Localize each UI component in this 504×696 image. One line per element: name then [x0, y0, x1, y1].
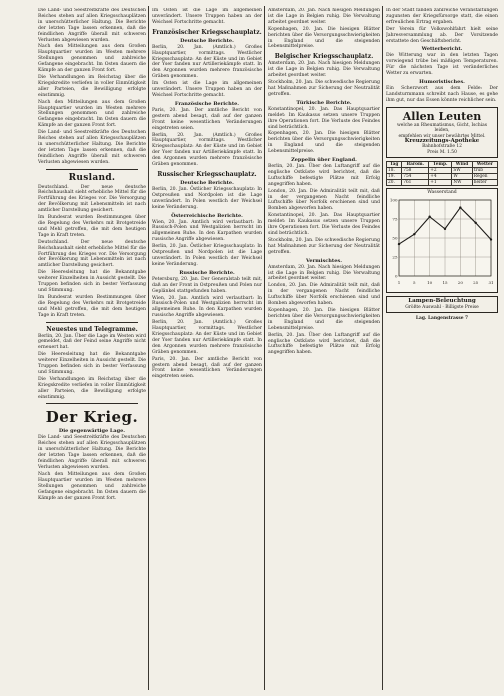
table-cell: 754 — [402, 174, 429, 180]
advertisement-address: Bahnhofstraße 12 — [422, 144, 462, 150]
advertisement-title: Lampen-Beleuchtung — [408, 298, 476, 305]
article-paragraph: Berlin, 20. Jan. (Amtlich.) Großes Hauptquartier, vormittags. Westlicher Kriegsschauplatz: An der Küste und im Gebiet der Yser fanden nur Artilleriekämpfe statt. In den Argonnen wurden mehrere französische Gräben genommen. — [152, 132, 262, 168]
article-paragraph: Wien, 20. Jan. Amtlich wird verlautbart: In Russisch-Polen und Westgalizien herrscht im allgemeinen Ruhe. In den Karpathen wurden russische Angriffe abgewiesen. — [152, 295, 262, 319]
subheading: Wetterbericht. — [421, 46, 463, 53]
article-paragraph: Berlin, 20. Jan. Über den Luftangriff auf die englische Ostküste wird berichtet, daß die Luftschiffe befestigte Plätze mit Erfolg angegriffen haben. — [268, 332, 380, 356]
article-paragraph: Nach den Mitteilungen aus dem Großen Hauptquartier wurden im Westen mehrere Stellungen genommen und zahlreiche Gefangene eingebracht. Im Osten dauern die Kämpfe an der ganzen Front fort. — [38, 99, 146, 129]
table-header: Temp. — [429, 162, 452, 168]
advertisement-title: Allen Leuten — [402, 109, 482, 123]
x-tick-label: 1 — [397, 280, 401, 286]
section-heading-franz-kriegsschauplatz: Französischer Kriegsschauplatz. — [152, 28, 262, 36]
section-separator — [46, 322, 138, 323]
column-3 — [268, 8, 380, 688]
chart-title: Wasserstand — [427, 190, 457, 196]
section-heading-der-krieg: Der Krieg. — [45, 408, 139, 427]
y-tick-label: 50 — [392, 235, 398, 241]
data-point — [459, 207, 461, 209]
article-paragraph: Im Bundesrat wurden Bestimmungen über die Regelung des Verkehrs mit Brotgetreide und Mehl getroffen, die mit dem heutigen Tage in Kraft treten. — [38, 294, 146, 318]
table-cell: Regen — [472, 174, 497, 180]
advertisement-box — [386, 107, 498, 158]
data-point — [398, 243, 400, 245]
x-tick-label: 5 — [413, 280, 416, 286]
article-paragraph: Wien, 20. Jan. Amtlich wird verlautbart: In Russisch-Polen und Westgalizien herrscht im allgemeinen Ruhe. In den Karpathen wurden russische Angriffe abgewiesen. — [152, 219, 262, 243]
section-separator — [46, 403, 138, 404]
data-point — [428, 216, 430, 218]
section-heading-neuestes: Neuestes und Telegramme. — [46, 325, 138, 333]
article-paragraph: Die Witterung war in den letzten Tagen vorwiegend trübe bei mäßigen Temperaturen. Für die nächsten Tage ist veränderliches Wetter zu erwarten. — [386, 53, 498, 77]
column-rule — [148, 6, 149, 690]
article-paragraph: Stockholm, 20. Jan. Die schwedische Regierung hat Maßnahmen zur Sicherung der Neutralität getroffen. — [268, 237, 380, 255]
article-paragraph: Kopenhagen, 20. Jan. Die hiesigen Blätter berichten über die Versorgungsschwierigkeiten in England und die steigenden Lebensmittelpreise. — [268, 307, 380, 331]
advertisement-line: empfehlen wir unser bewährtes Mittel. — [398, 133, 486, 139]
table-header: Tag — [387, 162, 402, 168]
table-cell: trüb — [472, 168, 497, 174]
column-4 — [386, 8, 498, 688]
y-tick-label: 75 — [392, 216, 398, 222]
article-paragraph: Berlin, 20. Jan. Östlicher Kriegsschauplatz: In Ostpreußen und Nordpolen ist die Lage unverändert. In Polen westlich der Weichsel keine Veränderung. — [152, 186, 262, 210]
article-paragraph: Kopenhagen, 20. Jan. Die hiesigen Blätter berichten über die Versorgungsschwierigkeiten in England und die steigenden Lebensmittelpreise. — [268, 131, 380, 155]
subheading: Deutsche Berichte. — [180, 37, 234, 44]
article-paragraph: Petersburg, 20. Jan. Der Generalstab teilt mit, daß an der Front in Ostpreußen und Polen nur Geplänkel stattgefunden haben. — [152, 276, 262, 294]
table-cell: 761 — [402, 180, 429, 186]
article-paragraph: Paris, 20. Jan. Der amtliche Bericht von gestern abend besagt, daß auf der ganzen Front keine wesentlichen Veränderungen eingetreten seien. — [152, 107, 262, 131]
x-tick-label: 15 — [442, 280, 448, 286]
article-paragraph: Stockholm, 20. Jan. Die schwedische Regierung hat Maßnahmen zur Sicherung der Neutralität getroffen. — [268, 80, 380, 97]
table-cell: heiter — [472, 180, 497, 186]
article-paragraph: Die Land- und Seestreitkräfte des Deutschen Reiches stehen auf allen Kriegsschauplätzen in unerschütterlicher Haltung. Die Berichte der letzten Tage lassen erkennen, daß die feindlichen Angriffe überall mit schweren Verlusten abgewiesen wurden. — [38, 130, 146, 165]
article-paragraph: Die Heeresleitung hat die Bekanntgabe weiterer Einzelheiten in Aussicht gestellt. Die Truppen befinden sich in bester Verfassung und Stimmung. — [38, 270, 146, 293]
article-paragraph: Berlin, 20. Jan. Über den Luftangriff auf die englische Ostküste wird berichtet, daß die Luftschiffe befestigte Plätze mit Erfolg angegriffen haben. — [268, 164, 380, 187]
article-paragraph: Deutschland. Der neue deutsche Reichshaushalt sieht erhebliche Mittel für die Fortführung des Krieges vor. Die Versorgung der Bevölkerung mit Lebensmitteln ist nach amtlicher Darstellung gesichert. — [38, 184, 146, 214]
article-paragraph: Konstantinopel, 20. Jan. Das Hauptquartier meldet: Im Kaukasus setzen unsere Truppen ihre Operationen fort. Die Verluste des Feindes sind beträchtlich. — [268, 213, 380, 236]
table-cell: +4 — [429, 174, 452, 180]
subheading: Vermischtes. — [306, 257, 342, 264]
subheading: Französische Berichte. — [174, 100, 240, 107]
table-cell: 19. — [387, 174, 402, 180]
article-paragraph: Die Verhandlungen im Reichstag über die Kriegskredite verliefen in voller Einmütigkeit aller Parteien, die Bewilligung erfolgte einstimmig. — [38, 74, 146, 98]
article-paragraph: Amsterdam, 20. Jan. Nach hiesigen Meldungen ist die Lage in Belgien ruhig. Die Verwaltung arbeitet geordnet weiter. — [268, 8, 380, 25]
column-2 — [152, 8, 262, 688]
table-cell: 758 — [402, 168, 429, 174]
subheading: Russische Berichte. — [179, 269, 235, 276]
table-cell: +2 — [429, 168, 452, 174]
article-paragraph: In der Stadt fanden zahlreiche Veranstaltungen zugunsten der Kriegsfürsorge statt, die einen erfreulichen Ertrag ergaben. — [386, 8, 498, 25]
section-heading-russland: Rusland. — [68, 172, 116, 183]
article-paragraph: Der Verein für Volkswohlfahrt hielt seine Jahresversammlung ab. Der Vorsitzende erstattete den Geschäftsbericht. — [386, 26, 498, 44]
article-paragraph: Paris, 20. Jan. Der amtliche Bericht von gestern abend besagt, daß auf der ganzen Front keine wesentlichen Veränderungen eingetreten seien. — [152, 356, 262, 380]
article-paragraph: Berlin, 20. Jan. Östlicher Kriegsschauplatz: In Ostpreußen und Nordpolen ist die Lage unverändert. In Polen westlich der Weichsel keine Veränderung. — [152, 244, 262, 267]
article-paragraph: Die Verhandlungen im Reichstag über die Kriegskredite verliefen in voller Einmütigkeit aller Parteien, die Bewilligung erfolgte einstimmig. — [38, 376, 146, 400]
subheading: Die gegenwärtige Lage. — [58, 428, 126, 435]
section-heading-belg-kriegsschauplatz: Belgischer Kriegsschauplatz. — [274, 53, 374, 61]
article-paragraph: Ein Scherzwort aus dem Felde: Der Landsturmmann schreibt nach Hause, es gehe ihm gut, nur das Essen könnte reichlicher sein. — [386, 86, 498, 103]
article-paragraph: London, 20. Jan. Die Admiralität teilt mit, daß in der vergangenen Nacht feindliche Luftschiffe über Norfolk erschienen sind und Bomben abgeworfen haben. — [268, 283, 380, 307]
table-header: Wind — [452, 162, 472, 168]
subheading: Österreichische Berichte. — [171, 212, 243, 219]
article-paragraph: Im Osten ist die Lage im allgemeinen unverändert. Unsere Truppen haben an der Weichsel Fortschritte gemacht. — [152, 81, 262, 98]
advertisement-firm: Kreuzzeitungs-Apotheke — [404, 138, 480, 144]
x-tick-label: 10 — [427, 280, 433, 286]
table-cell: +1 — [429, 180, 452, 186]
y-tick-label: 100 — [389, 197, 398, 203]
section-separator — [46, 169, 138, 170]
table-cell: SW — [452, 168, 472, 174]
column-1 — [38, 8, 146, 688]
article-paragraph: Berlin, 20. Jan. (Amtlich.) Großes Hauptquartier, vormittags. Westlicher Kriegsschauplatz: An der Küste und im Gebiet der Yser fanden nur Artilleriekämpfe statt. In den Argonnen wurden mehrere französische Gräben genommen. — [152, 320, 262, 355]
table-row — [387, 180, 498, 186]
data-point — [444, 228, 446, 230]
article-paragraph: Nach den Mitteilungen aus dem Großen Hauptquartier wurden im Westen mehrere Stellungen genommen und zahlreiche Gefangene eingebracht. Im Osten dauern die Kämpfe an der ganzen Front fort. — [38, 471, 146, 501]
article-paragraph: Im Osten ist die Lage im allgemeinen unverändert. Unsere Truppen haben an der Weichsel Fortschritte gemacht. — [152, 8, 262, 25]
advertisement-price: Preis M. 1.50 — [427, 149, 457, 155]
subheading: Türkische Berichte. — [296, 99, 352, 106]
advertisement-line: Größte Auswahl · Billigste Preise — [405, 304, 479, 310]
data-point — [490, 239, 492, 241]
article-paragraph: Die Land- und Seestreitkräfte des Deutschen Reiches stehen auf allen Kriegsschauplätzen in unerschütterlicher Haltung. Die Berichte der letzten Tage lassen erkennen, daß die feindlichen Angriffe überall mit schweren Verlusten abgewiesen wurden. — [38, 435, 146, 470]
column-rule — [382, 6, 383, 690]
table-cell: W — [452, 174, 472, 180]
article-paragraph: Im Bundesrat wurden Bestimmungen über die Regelung des Verkehrs mit Brotgetreide und Mehl getroffen, die mit dem heutigen Tage in Kraft treten. — [38, 215, 146, 238]
subheading: Humoristisches. — [419, 79, 465, 86]
table-cell: NW — [452, 180, 472, 186]
table-header: Wetter — [472, 162, 497, 168]
article-paragraph: Amsterdam, 20. Jan. Nach hiesigen Meldungen ist die Lage in Belgien ruhig. Die Verwaltung arbeitet geordnet weiter. — [268, 61, 380, 79]
data-point — [413, 233, 415, 235]
chart-box — [386, 188, 498, 293]
x-tick-label: 31 — [488, 280, 494, 286]
article-paragraph: Berlin, 20. Jan. Über die Lage im Westen wird gemeldet, daß der Feind seine Angriffe nicht erneuert hat. — [38, 333, 146, 351]
advertisement-box — [386, 296, 498, 313]
article-paragraph: Berlin, 20. Jan. (Amtlich.) Großes Hauptquartier, vormittags. Westlicher Kriegsschauplatz: An der Küste und im Gebiet der Yser fanden nur Artilleriekämpfe statt. In den Argonnen wurden mehrere französische Gräben genommen. — [152, 44, 262, 80]
article-paragraph: Deutschland. Der neue deutsche Reichshaushalt sieht erhebliche Mittel für die Fortführung des Krieges vor. Die Versorgung der Bevölkerung mit Lebensmitteln ist nach amtlicher Darstellung gesichert. — [38, 239, 146, 269]
article-paragraph: Die Land- und Seestreitkräfte des Deutschen Reiches stehen auf allen Kriegsschauplätzen in unerschütterlicher Haltung. Die Berichte der letzten Tage lassen erkennen, daß die feindlichen Angriffe überall mit schweren Verlusten abgewiesen wurden. — [38, 8, 146, 43]
column-rule — [264, 6, 265, 690]
y-tick-label: 25 — [392, 254, 398, 260]
x-tick-label: 20 — [457, 280, 463, 286]
section-heading-russ-kriegsschauplatz: Russischer Kriegsschauplatz. — [157, 170, 257, 178]
line-chart — [387, 196, 495, 288]
table-cell: 20. — [387, 180, 402, 186]
x-tick-label: 25 — [473, 280, 479, 286]
table-cell: 18. — [387, 168, 402, 174]
article-paragraph: Kopenhagen, 20. Jan. Die hiesigen Blätter berichten über die Versorgungsschwierigkeiten in England und die steigenden Lebensmittelpreise. — [268, 26, 380, 50]
advertisement-address: Lag. Langenstrasse 7 — [415, 316, 469, 322]
article-paragraph: Konstantinopel, 20. Jan. Das Hauptquartier meldet: Im Kaukasus setzen unsere Truppen ihre Operationen fort. Die Verluste des Feindes sind beträchtlich. — [268, 106, 380, 130]
y-tick-label: 0 — [394, 273, 398, 279]
article-paragraph: London, 20. Jan. Die Admiralität teilt mit, daß in der vergangenen Nacht feindliche Luftschiffe über Norfolk erschienen sind und Bomben abgeworfen haben. — [268, 188, 380, 212]
data-point — [474, 222, 476, 224]
subheading: Zeppelin über England. — [291, 157, 357, 164]
advertisement-line: welche an Rheumatismus, Gicht, Ischias leiden, — [397, 122, 487, 134]
data-table — [386, 161, 498, 186]
subheading: Deutsche Berichte. — [180, 179, 234, 186]
article-paragraph: Amsterdam, 20. Jan. Nach hiesigen Meldungen ist die Lage in Belgien ruhig. Die Verwaltung arbeitet geordnet weiter. — [268, 264, 380, 282]
article-paragraph: Die Heeresleitung hat die Bekanntgabe weiterer Einzelheiten in Aussicht gestellt. Die Truppen befinden sich in bester Verfassung und Stimmung. — [38, 352, 146, 375]
table-header: Barom. — [402, 162, 429, 168]
article-paragraph: Nach den Mitteilungen aus dem Großen Hauptquartier wurden im Westen mehrere Stellungen genommen und zahlreiche Gefangene eingebracht. Im Osten dauern die Kämpfe an der ganzen Front fort. — [38, 44, 146, 74]
